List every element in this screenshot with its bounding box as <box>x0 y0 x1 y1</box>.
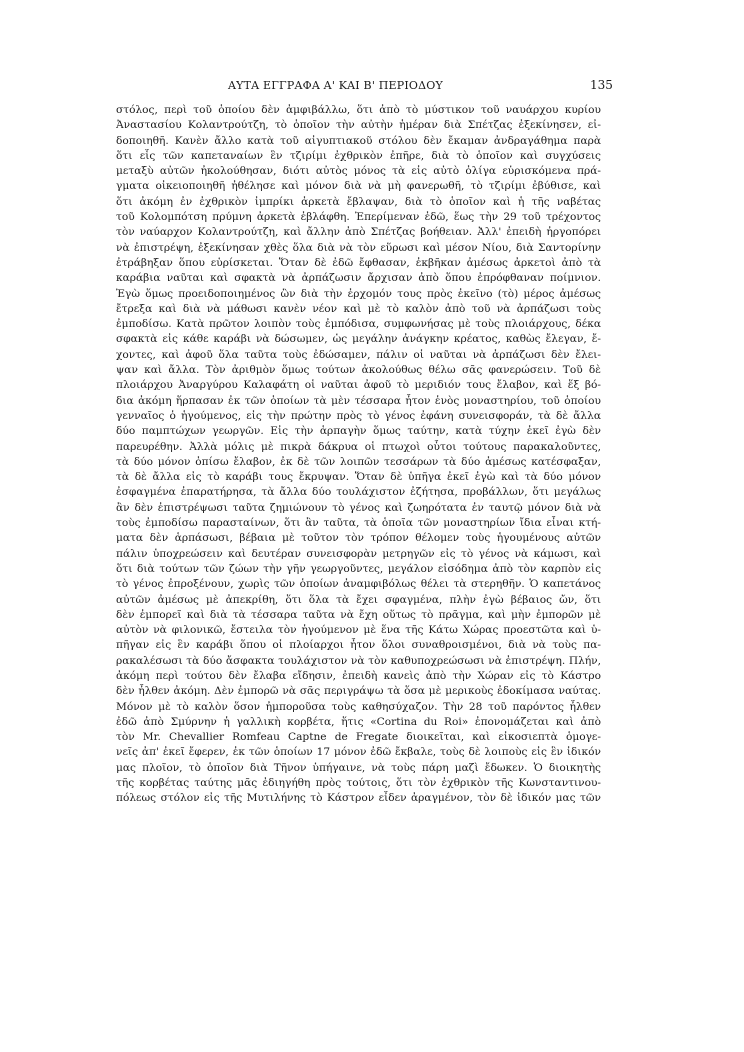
text-line: Ἀναστασίου Κολαντρούτζη, τὸ ὁποῖον τὴν αὐτὴν ἡμέραν διὰ Σπέτζας ἐξεκίνησεν, εἰ- <box>116 119 601 132</box>
text-line: τῆς κορβέτας ταύτης μᾶς ἐδιηγήθη πρὸς τούτοις, ὅτι τὸν ἐχθρικὸν τῆς Κωνσταντινου- <box>116 777 601 790</box>
text-line: Ἐγὼ ὅμως προειδοποιημένος ὢν διὰ τὴν ἐρχομόν τους πρὸς ἐκεῖνο (τὸ) μέρος ἀμέσως <box>116 287 601 300</box>
text-line: τὸν Mr. Chevallier Romfeau Captne de Fregate διοικεῖται, καὶ εἰκοσιεπτὰ ὁμογε- <box>116 731 601 744</box>
text-line: γενναῖος ὁ ἡγούμενος, εἰς τὴν πρώτην πρὸς τὸ γένος ἐφάνη συνεισφοράν, τὰ δὲ ἄλλα <box>116 409 601 422</box>
text-line: δια ἀκόμη ἥρπασαν ἐκ τῶν ὁποίων τὰ μὲν τέσσαρα ἦτον ἑνὸς μοναστηρίου, τοῦ ὁποίου <box>116 394 601 407</box>
text-line: ἀκόμη περὶ τούτου δὲν ἔλαβα εἴδησιν, ἐπειδὴ κανεὶς ἀπὸ τὴν Χώραν εἰς τὸ Κάστρο <box>116 669 601 682</box>
text-line: χοντες, καὶ ἀφοῦ ὅλα ταῦτα τοὺς ἐδώσαμεν, πάλιν οἱ ναῦται νὰ ἀρπάζωσι δὲν ἔλει- <box>116 348 601 361</box>
text-line: ἂν δὲν ἐπιστρέψωσι ταῦτα ζημιώνουν τὸ γένος καὶ ζωηρότατα ἐν ταυτῷ μόνον διὰ νὰ <box>116 501 601 514</box>
text-line: νεῖς ἀπ' ἐκεῖ ἔφερεν, ἐκ τῶν ὁποίων 17 μόνον ἐδῶ ἔκβαλε, τοὺς δὲ λοιποὺς εἰς ἓν ἰδικόν <box>116 746 601 759</box>
text-line: ὅτι διὰ τούτων τῶν ζώων τὴν γῆν γεωργοῦντες, μεγάλον εἰσόδημα ἀπὸ τὸν καρπὸν εἰς <box>116 562 601 575</box>
text-line <box>116 807 601 822</box>
text-line: ἐτράβηξαν ὅπου εὑρίσκεται. Ὅταν δὲ ἐδῶ ἔφθασαν, ἐκβῆκαν ἀμέσως ἀρκετοὶ ἀπὸ τὰ <box>116 256 601 269</box>
text-line: δὲν ἦλθεν ἀκόμη. Δὲν ἐμπορῶ νὰ σᾶς περιγράψω τὰ ὅσα μὲ μερικοὺς ἐδοκίμασα ναύτας. <box>116 685 601 698</box>
text-line: τὸ γένος ἐπροξένουν, χωρὶς τῶν ὁποίων ἀναμφιβόλως θέλει τὰ στερηθῆν. Ὁ καπετάνος <box>116 578 601 591</box>
running-title: ΑΥΤΑ ΕΓΓΡΑΦΑ Α' ΚΑΙ Β' ΠΕΡΙΟΔΟΥ <box>228 79 443 92</box>
text-line: ματα δὲν ἁρπάσωσι, βέβαια μὲ τοῦτον τὸν τρόπον θέλομεν τοὺς ἡγουμένους αὐτῶν <box>116 532 601 545</box>
text-line: Μόνον μὲ τὸ καλὸν ὅσον ἠμποροῦσα τοὺς καθησύχαζον. Τὴν 28 τοῦ παρόντος ἦλθεν <box>116 700 601 713</box>
text-line: αὐτῶν ἀμέσως μὲ ἀπεκρίθη, ὅτι ὅλα τὰ ἔχει σφαγμένα, πλὴν ἐγὼ βέβαιος ὤν, ὅτι <box>116 593 601 606</box>
text-line: ἐμποδίσω. Κατὰ πρῶτον λοιπὸν τοὺς ἐμπόδισα, συμφωνήσας μὲ τοὺς πλοιάρχους, δέκα <box>116 318 601 331</box>
text-line: πόλεως στόλον εἰς τῆς Μυτιλήνης τὸ Κάστρον εἶδεν ἀραγμένον, τὸν δὲ ἰδικόν μας τῶν <box>116 792 601 805</box>
text-line: πῆγαν εἰς ἓν καράβι ὅπου οἱ πλοίαρχοι ἦτον ὅλοι συναθροισμένοι, διὰ νὰ τοὺς πα- <box>116 639 601 652</box>
text-line: καράβια ναῦται καὶ σφακτὰ νὰ ἀρπάζωσιν ἄρχισαν ἀπὸ ὅπου ἐπρόφθαναν ποίμνιον. <box>116 272 601 285</box>
text-line: τὰ δύο μόνον ὀπίσω ἔλαβον, ἐκ δὲ τῶν λοιπῶν τεσσάρων τὰ δύο ἀμέσως κατέσφαξαν, <box>116 455 601 468</box>
text-line: μας πλοῖον, τὸ ὁποῖον διὰ Τῆνον ὑπήγαινε, νὰ τοὺς πάρη μαζὶ ἔδωκεν. Ὁ διοικητὴς <box>116 761 601 774</box>
text-line: ρακαλέσωσι τὰ δύο ἄσφακτα τουλάχιστον νὰ τὸν καθυποχρεώσωσι νὰ ἐπιστρέψη. Πλήν, <box>116 654 601 667</box>
text-line: σφακτὰ εἰς κάθε καράβι νὰ δώσωμεν, ὡς μεγάλην ἀνάγκην κρέατος, καθὼς ἔλεγαν, ἔ- <box>116 333 601 346</box>
text-line: μεταξὺ αὐτῶν ἠκολούθησαν, διότι αὐτὸς μόνος τὰ εἰς αὐτὸ ὀλίγα εὑρισκόμενα πρά- <box>116 165 601 178</box>
text-line: ἐσφαγμένα ἐπαρατήρησα, τὰ ἄλλα δύο τουλάχιστον ἐζήτησα, προβάλλων, ὅτι μεγάλως <box>116 486 601 499</box>
text-line: δύο παμπτώχων γεωργῶν. Εἰς τὴν ἁρπαγὴν ὅμως ταύτην, κατὰ τύχην ἐκεῖ ἐγὼ δὲν <box>116 425 601 438</box>
text-line: δοποιηθῆ. Κανὲν ἄλλο κατὰ τοῦ αἰγυπτιακοῦ στόλου δὲν ἔκαμαν ἀνδραγάθημα παρὰ <box>116 134 601 147</box>
text-line: τὰ δὲ ἄλλα εἰς τὸ καράβι τους ἔκρυψαν. Ὅταν δὲ ὑπῆγα ἐκεῖ ἐγὼ καὶ τὰ δύο μόνον <box>116 471 601 484</box>
text-line: παρευρέθην. Ἀλλὰ μόλις μὲ πικρὰ δάκρυα οἱ πτωχοὶ οὗτοι τούτους παρακαλοῦντες, <box>116 440 601 453</box>
text-line: τοῦ Κολομπότση πρύμνη ἀρκετὰ ἐβλάφθη. Ἐπερίμεναν ἐδῶ, ἕως τὴν 29 τοῦ τρέχοντος <box>116 211 601 224</box>
text-line: στόλος, περὶ τοῦ ὁποίου δὲν ἀμφιβάλλω, ὅτι ἀπὸ τὸ μύστικον τοῦ ναυάρχου κυρίου <box>116 104 601 116</box>
page-number: 135 <box>590 78 613 92</box>
body-text <box>116 103 601 822</box>
text-line: αὐτὸν νὰ φιλονικῶ, ἔστειλα τὸν ἡγούμενον μὲ ἕνα τῆς Κάτω Χώρας προεστῶτα καὶ ὑ- <box>116 624 601 637</box>
text-line: ἔτρεξα καὶ διὰ νὰ μάθωσι κανὲν νέον καὶ μὲ τὸ καλὸν ἀπὸ τοῦ νὰ ἀρπάζωσι τοὺς <box>116 302 601 315</box>
text-line: πάλιν ὑποχρεώσειν καὶ δευτέραν συνεισφορὰν μετρηγῶν εἰς τὸ γένος νὰ κάμωσι, καὶ <box>116 547 601 560</box>
text-line: νὰ ἐπιστρέψη, ἐξεκίνησαν χθὲς ὅλα διὰ νὰ τὸν εὕρωσι καὶ μέσον Νίου, διὰ Σαντορίνην <box>116 241 601 254</box>
text-line: τὸν ναύαρχον Κολαντρούτζη, καὶ ἄλλην ἀπὸ Σπέτζας βοήθειαν. Ἀλλ' ἐπειδὴ ἠργοπόρει <box>116 226 601 239</box>
text-line: τοὺς ἐμποδίσω παρασταίνων, ὅτι ἂν ταῦτα, τὰ ὁποῖα τῶν μοναστηρίων ἴδια εἶναι κτή- <box>116 517 601 530</box>
text-line: δὲν ἐμπορεῖ καὶ διὰ τὰ τέσσαρα ταῦτα νὰ ἔχη οὕτως τὸ πρᾶγμα, καὶ μὴν ἐμπορῶν μὲ <box>116 608 601 621</box>
text-line: γματα οἰκειοποιηθῆ ἠθέλησε καὶ μόνον διὰ νὰ μὴ φανερωθῆ, τὸ τζιρίμι ἐβύθισε, καὶ <box>116 180 601 193</box>
text-line: ὅτι ἀκόμη ἐν ἐχθρικὸν ἰμπρίκι ἀρκετὰ ἔβλαψαν, διὰ τὸ ὁποῖον καὶ ἡ τῆς ναβέτας <box>116 195 601 208</box>
text-line: ἐδῶ ἀπὸ Σμύρνην ἡ γαλλικὴ κορβέτα, ἥτις «Cortina du Roi» ἐπονομάζεται καὶ ἀπὸ <box>116 715 601 728</box>
text-line: ὅτι εἷς τῶν καπεταναίων ἓν τζιρίμι ἐχθρικὸν ἐπῆρε, διὰ τὸ ὁποῖον καὶ συγχύσεις <box>116 149 601 162</box>
text-line: πλοιάρχου Ἀναργύρου Καλαφάτη οἱ ναῦται ἀφοῦ τὸ μεριδιόν τους ἔλαβον, καὶ ἕξ βό- <box>116 379 601 392</box>
text-line: ψαν καὶ ἄλλα. Τὸν ἀριθμὸν ὅμως τούτων ἀκολούθως θέλω σᾶς φανερώσειν. Τοῦ δὲ <box>116 364 601 377</box>
